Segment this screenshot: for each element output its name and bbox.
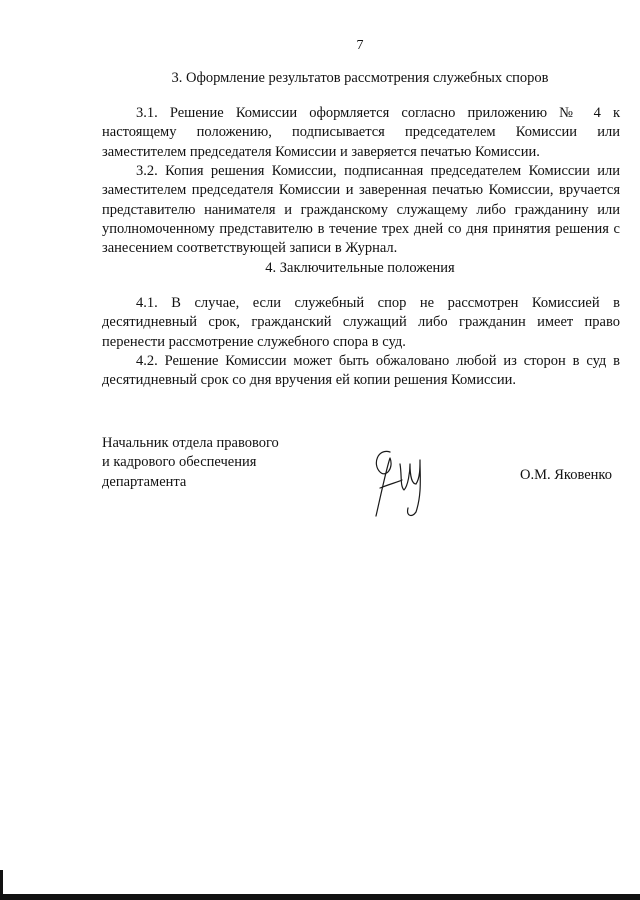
signer-name: О.М. Яковенко <box>520 467 612 483</box>
scan-bottom-edge <box>0 894 640 900</box>
page-number: 7 <box>356 38 364 53</box>
scan-left-edge <box>0 870 3 900</box>
paragraph-4-1: 4.1. В случае, если служебный спор не рассмотрен Комиссией в десятидневный срок, гражданский служащий либо гражданин имеет право перенести рассмотрение служебного спора в суд. <box>102 295 620 350</box>
paragraph-4-2: 4.2. Решение Комиссии может быть обжаловано любой из сторон в суд в десятидневный срок со дня вручения ей копии решения Комиссии. <box>102 353 620 389</box>
handwritten-signature <box>360 442 440 524</box>
paragraph-3-1: 3.1. Решение Комиссии оформляется согласно приложению № 4 к настоящему положению, подписывается председателем Комиссии или заместителем председателя Комиссии и заверяется печатью Комиссии. <box>102 105 620 160</box>
section-4-heading: 4. Заключительные положения <box>265 260 455 276</box>
signer-title: Начальник отдела правового и кадрового обеспечения департамента <box>102 435 279 490</box>
section-3-heading: 3. Оформление результатов рассмотрения служебных споров <box>171 70 549 86</box>
paragraph-3-2: 3.2. Копия решения Комиссии, подписанная председателем Комиссии или заместителем председателя Комиссии и заверенная печатью Комиссии, вручается представителю нанимателя и гражданскому служащему либо гражданину или уполномоченному представителю в течение трех дней со дня принятия решения с занесением соответствующей записи в Журнал. <box>102 163 620 257</box>
